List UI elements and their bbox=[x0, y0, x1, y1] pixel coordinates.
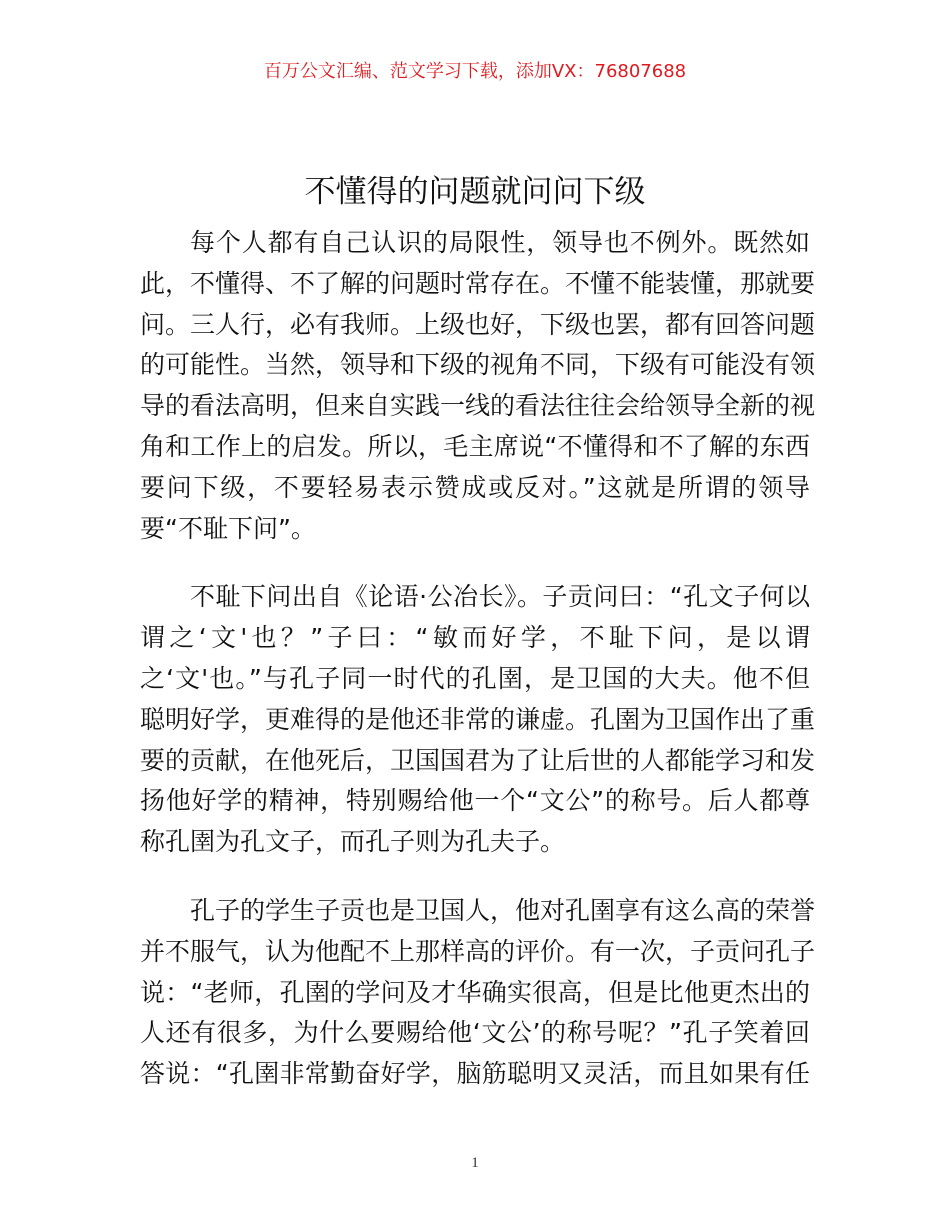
paragraph-line: 聪明好学，更难得的是他还非常的谦虚。孔圉为卫国作出了重 bbox=[140, 704, 816, 734]
paragraph bbox=[140, 891, 816, 1095]
paragraph-line: 不耻下问出自《论语·公冶长》。子贡问曰：“孔文子何以 bbox=[190, 582, 810, 612]
paragraph-line: 之‘文'也。”与孔子同一时代的孔圉，是卫国的大夫。他不但 bbox=[140, 663, 810, 693]
paragraph-line: 说：“老师，孔圉的学问及才华确实很高，但是比他更杰出的 bbox=[140, 977, 810, 1007]
paragraph bbox=[140, 223, 816, 549]
paragraph-line: 扬他好学的精神，特别赐给他一个“文公”的称号。后人都尊 bbox=[140, 786, 810, 816]
document-title: 不懂得的问题就问问下级 bbox=[304, 174, 646, 210]
paragraph-line: 要“不耻下问”。 bbox=[140, 513, 316, 543]
page-number: 1 bbox=[471, 1155, 479, 1171]
paragraph bbox=[140, 577, 816, 863]
watermark-header: 百万公文汇编、范文学习下载，添加VX：76807688 bbox=[263, 61, 687, 82]
paragraph-line: 角和工作上的启发。所以，毛主席说“不懂得和不了解的东西 bbox=[140, 431, 810, 461]
paragraph-line: 答说：“孔圉非常勤奋好学，脑筋聪明又灵活，而且如果有任 bbox=[140, 1059, 810, 1089]
paragraph-line: 谓之‘文'也？”子曰：“敏而好学，不耻下问，是以谓 bbox=[140, 623, 810, 653]
paragraph-line: 此，不懂得、不了解的问题时常存在。不懂不能装懂，那就要 bbox=[140, 268, 816, 298]
paragraph-line: 并不服气，认为他配不上那样高的评价。有一次，子贡问孔子 bbox=[140, 936, 816, 966]
paragraph-line: 要的贡献，在他死后，卫国国君为了让后世的人都能学习和发 bbox=[140, 745, 816, 775]
paragraph-line: 问。三人行，必有我师。上级也好，下级也罢，都有回答问题 bbox=[140, 309, 816, 339]
paragraph-line: 孔子的学生子贡也是卫国人，他对孔圉享有这么高的荣誉 bbox=[190, 895, 816, 925]
document-body bbox=[140, 223, 816, 1123]
paragraph-line: 人还有很多，为什么要赐给他‘文公’的称号呢？”孔子笑着回 bbox=[140, 1018, 810, 1048]
paragraph-line: 每个人都有自己认识的局限性，领导也不例外。既然如 bbox=[190, 228, 810, 257]
paragraph-line: 称孔圉为孔文子，而孔子则为孔夫子。 bbox=[140, 827, 566, 857]
paragraph-line: 的可能性。当然，领导和下级的视角不同，下级有可能没有领 bbox=[140, 350, 816, 380]
paragraph-line: 导的看法高明，但来自实践一线的看法往往会给领导全新的视 bbox=[140, 391, 816, 421]
paragraph-line: 要问下级，不要轻易表示赞成或反对。”这就是所谓的领导 bbox=[140, 472, 810, 502]
